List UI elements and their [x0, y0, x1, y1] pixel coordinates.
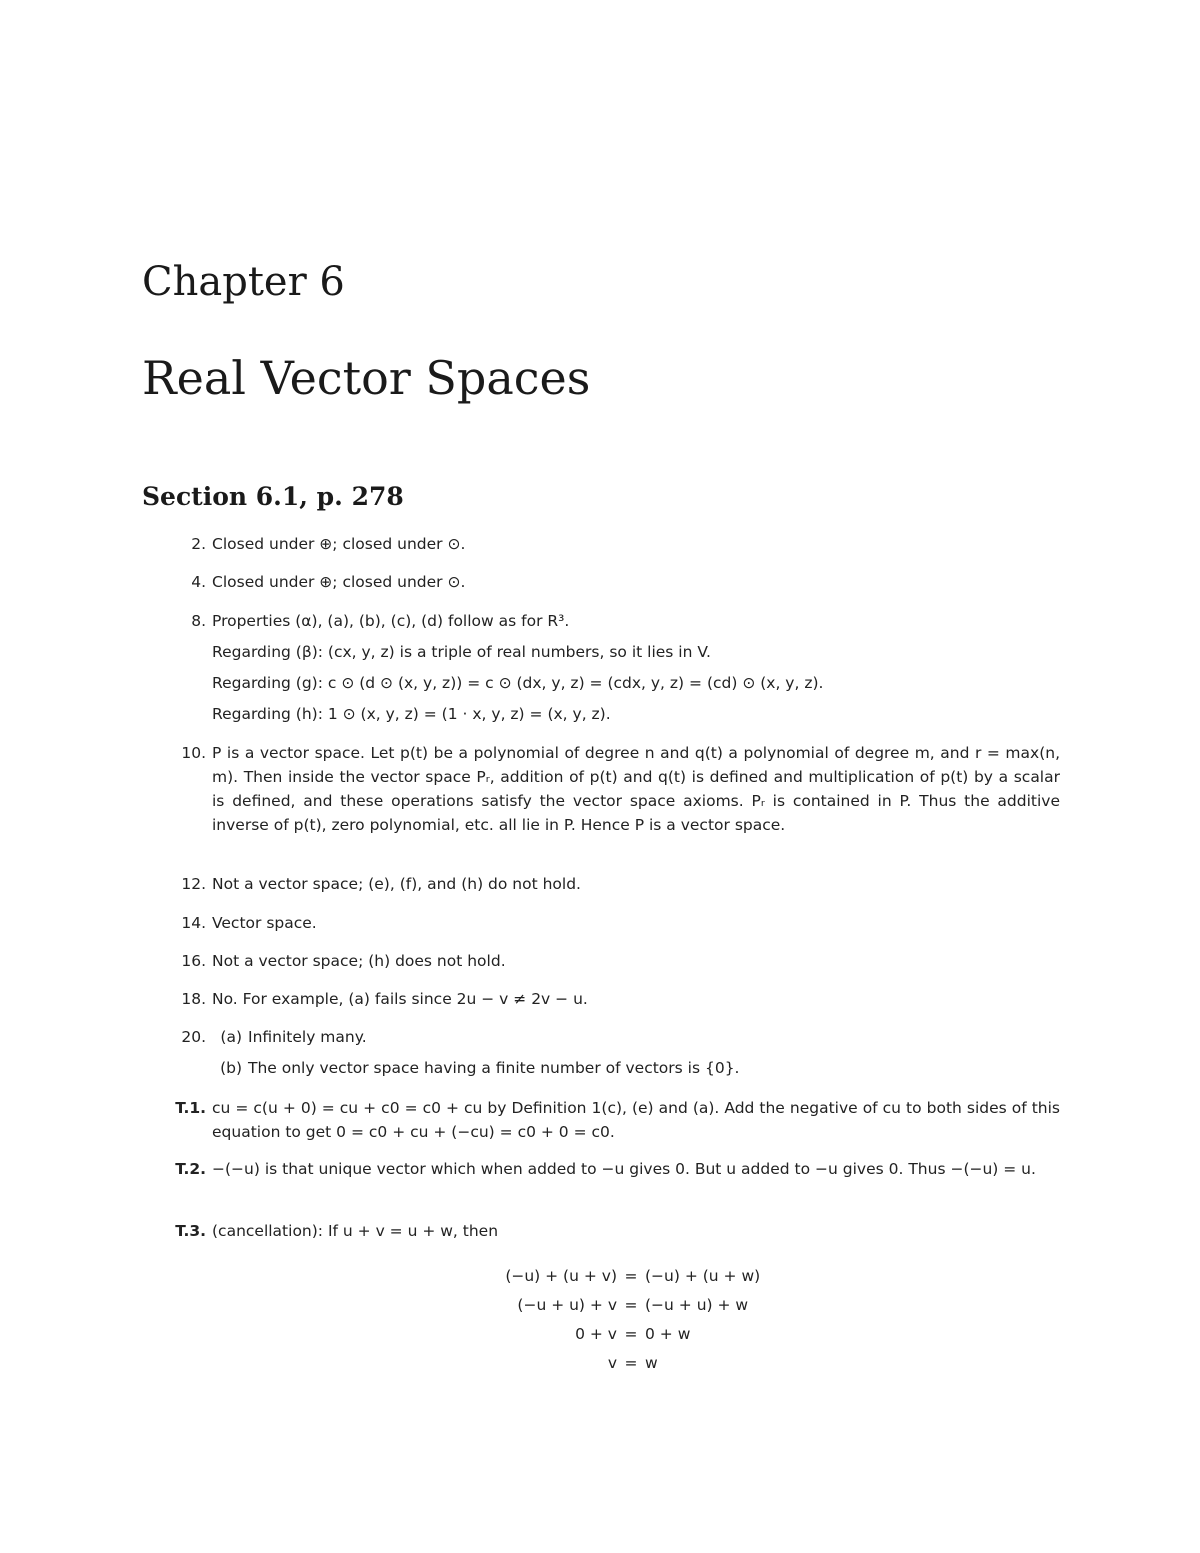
exercise-number: 16.: [181, 952, 206, 970]
exercise-18: [140, 987, 1060, 1011]
theorem-t3: [140, 1219, 1060, 1243]
equation-lhs: 0 + v: [575, 1325, 617, 1343]
theorem-paragraph: −(−u) is that unique vector which when added to −u gives 0. But u added to −u gives 0. Thus −(−u) = u.: [212, 1160, 1036, 1178]
equation-row: [440, 1291, 840, 1320]
equation-relation: =: [624, 1296, 638, 1314]
theorem-number: T.2.: [175, 1160, 206, 1178]
equation-relation: =: [624, 1325, 638, 1343]
theorem-t2: [140, 1157, 1060, 1181]
exercise-subpart: [202, 1056, 1050, 1080]
equation-row: [440, 1262, 840, 1291]
exercise-2: [140, 532, 1060, 556]
equation-lhs: v: [607, 1354, 617, 1372]
exercise-text: Closed under ⊕; closed under ⊙.: [212, 535, 466, 553]
equation-rhs: w: [645, 1354, 658, 1372]
equation-row: [440, 1320, 840, 1349]
exercise-number: 20.: [181, 1028, 206, 1046]
exercise-text: Properties (α), (a), (b), (c), (d) follow as for R³.: [212, 612, 570, 630]
exercise-4: [140, 570, 1060, 594]
theorem-paragraph: cu = c(u + 0) = cu + c0 = c0 + cu by Definition 1(c), (e) and (a). Add the negative of cu to both sides of this equation to get 0 = c0 + cu + (−cu) = c0 + 0 = c0.: [212, 1099, 1060, 1141]
exercise-text: Not a vector space; (e), (f), and (h) do not hold.: [212, 875, 581, 893]
exercise-10: [140, 741, 1060, 837]
equation-relation: =: [624, 1354, 638, 1372]
subpart-text: The only vector space having a finite number of vectors is {0}.: [248, 1059, 740, 1077]
exercise-text: Vector space.: [212, 914, 317, 932]
equation-lhs: (−u + u) + v: [517, 1296, 617, 1314]
theorem-t1: [140, 1096, 1060, 1144]
equation-lhs: (−u) + (u + v): [505, 1267, 617, 1285]
exercise-number: 18.: [181, 990, 206, 1008]
equation-row: [440, 1349, 840, 1378]
cancellation-equations: [440, 1262, 840, 1378]
chapter-label: Chapter 6: [142, 259, 345, 305]
exercise-number: 10.: [181, 744, 206, 762]
theorem-paragraph: (cancellation): If u + v = u + w, then: [212, 1222, 499, 1240]
section-heading: Section 6.1, p. 278: [142, 482, 404, 511]
exercise-text: Not a vector space; (h) does not hold.: [212, 952, 506, 970]
exercise-paragraph: P is a vector space. Let p(t) be a polynomial of degree n and q(t) a polynomial of degree m, and r = max(n, m). Then inside the vector space Pᵣ, addition of p(t) and q(t) is defined and multiplication of p(t) by a scalar is defined, and these operations satisfy the vector space axioms. Pᵣ is contained in P. Thus the additive inverse of p(t), zero polynomial, etc. all lie in P. Hence P is a vector space.: [212, 744, 1060, 834]
exercise-text: No. For example, (a) fails since 2u − v ≠ 2v − u.: [212, 990, 588, 1008]
exercise-text: Regarding (h): 1 ⊙ (x, y, z) = (1 · x, y, z) = (x, y, z).: [212, 705, 611, 723]
exercise-text: Closed under ⊕; closed under ⊙.: [212, 573, 466, 591]
equation-rhs: (−u) + (u + w): [645, 1267, 761, 1285]
exercise-number: 4.: [191, 573, 206, 591]
exercise-subpart: [202, 1025, 1050, 1049]
equation-relation: =: [624, 1267, 638, 1285]
exercise-number: 8.: [191, 612, 206, 630]
subpart-label: (b): [220, 1059, 242, 1077]
subpart-label: (a): [220, 1028, 242, 1046]
exercise-8: [140, 609, 1060, 726]
exercise-14: [140, 911, 1060, 935]
theorem-number: T.1.: [175, 1099, 206, 1117]
equation-rhs: (−u + u) + w: [645, 1296, 749, 1314]
exercise-number: 14.: [181, 914, 206, 932]
theorem-number: T.3.: [175, 1222, 206, 1240]
exercise-text: Regarding (β): (cx, y, z) is a triple of real numbers, so it lies in V.: [212, 643, 711, 661]
exercise-16: [140, 949, 1060, 973]
exercise-12: [140, 872, 1060, 896]
exercise-text: Regarding (g): c ⊙ (d ⊙ (x, y, z)) = c ⊙ (dx, y, z) = (cdx, y, z) = (cd) ⊙ (x, y, z).: [212, 674, 824, 692]
equation-rhs: 0 + w: [645, 1325, 691, 1343]
chapter-title: Real Vector Spaces: [142, 351, 591, 405]
exercise-number: 12.: [181, 875, 206, 893]
subpart-text: Infinitely many.: [248, 1028, 367, 1046]
exercise-number: 2.: [191, 535, 206, 553]
exercise-20: [140, 1025, 1060, 1080]
